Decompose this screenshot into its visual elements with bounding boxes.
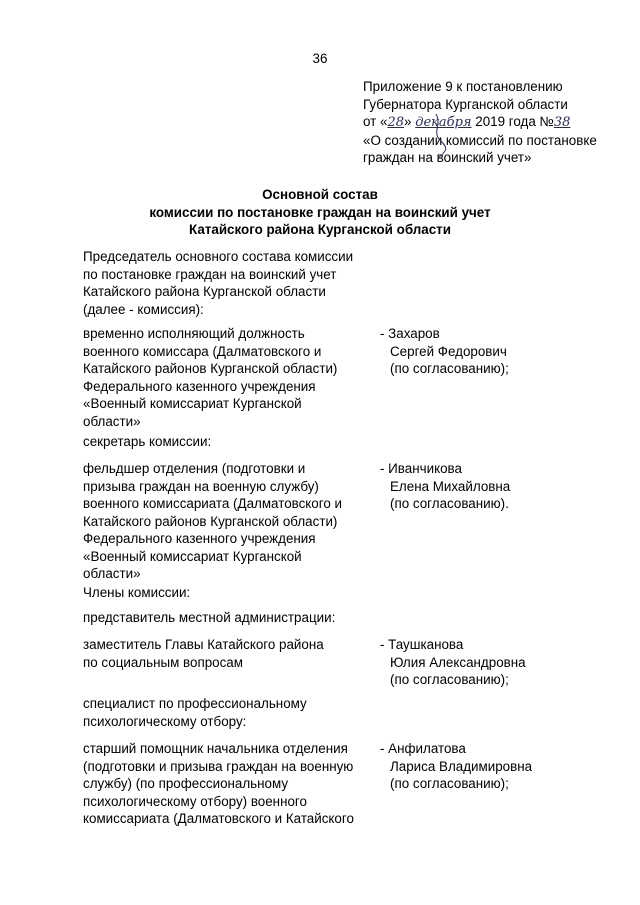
secretary-position <box>83 460 373 583</box>
text-line: призыва граждан на военную службу) <box>83 478 319 494</box>
text-line: Федерального казенного учреждения <box>83 531 316 546</box>
person-name: Елена Михайловна <box>390 478 511 494</box>
person-name: Лариса Владимировна <box>390 758 533 774</box>
appendix-date-mid: » <box>404 114 412 129</box>
psych-heading <box>83 695 373 730</box>
text-line: специалист по профессиональному <box>83 696 307 711</box>
text-line: Катайского районов Курганской области) <box>83 513 338 529</box>
chair-heading <box>83 248 373 318</box>
appendix-line-4: «О создании комиссий по постановке <box>363 132 597 148</box>
appendix-line-5: граждан на воинский учет» <box>363 150 532 165</box>
text-line: (далее - комиссия): <box>83 301 204 317</box>
text-line: Федерального казенного учреждения <box>83 378 316 394</box>
person-note: (по согласованию); <box>390 361 509 376</box>
page-number: 36 <box>312 51 328 66</box>
text-line: области» <box>83 413 141 429</box>
title-line-3: Катайского района Курганской области <box>189 222 451 237</box>
signature-scribble <box>428 110 458 160</box>
person-name: Сергей Федорович <box>390 343 507 359</box>
handwritten-number: 38 <box>553 115 571 130</box>
person-note: (по согласованию); <box>390 776 509 791</box>
text-line: Катайского района Курганской области <box>83 284 326 299</box>
handwritten-month: декабря <box>415 115 472 130</box>
appendix-line-2: Губернатора Курганской области <box>363 96 568 112</box>
local-admin-heading: представитель местной администрации: <box>83 610 336 625</box>
text-line: «Военный комиссариат Курганской <box>83 548 302 564</box>
text-line: службу) (по профессиональному <box>83 776 289 791</box>
secretary-person <box>380 460 620 513</box>
text-line: психологическому отбору) военного <box>83 793 307 809</box>
person-surname: - Таушканова <box>380 637 464 652</box>
text-line: комиссариата (Далматовского и Катайского <box>83 811 354 826</box>
text-line: временно исполняющий должность <box>83 326 305 341</box>
appendix-line-1: Приложение 9 к постановлению <box>363 79 563 94</box>
text-line: военного комиссара (Далматовского и <box>83 343 322 359</box>
document-title <box>0 186 640 239</box>
person-name: Юлия Александровна <box>390 654 526 670</box>
text-line: фельдшер отделения (подготовки и <box>83 461 306 476</box>
text-line: военного комиссариата (Далматовского и <box>83 496 342 511</box>
text-line: Катайского районов Курганской области) <box>83 361 338 376</box>
appendix-date-prefix: от « <box>363 114 388 129</box>
text-line: Председатель основного состава комиссии <box>83 249 354 264</box>
person-note: (по согласованию). <box>390 496 509 511</box>
psych-position <box>83 740 373 828</box>
members-heading: Члены комиссии: <box>83 585 191 600</box>
local-admin-person <box>380 636 620 689</box>
appendix-line-3 <box>363 113 623 132</box>
person-surname: - Захаров <box>380 326 440 341</box>
handwritten-day: 28 <box>387 115 405 130</box>
text-line: по постановке граждан на воинский учет <box>83 266 337 282</box>
psych-person <box>380 740 620 793</box>
text-line: заместитель Главы Катайского района <box>83 637 324 652</box>
person-surname: - Иванчикова <box>380 461 462 476</box>
chair-position <box>83 325 373 430</box>
text-line: психологическому отбору: <box>83 713 247 729</box>
person-note: (по согласованию); <box>390 672 509 687</box>
secretary-heading: секретарь комиссии: <box>83 434 212 449</box>
text-line: области» <box>83 566 141 581</box>
chair-person <box>380 325 620 378</box>
local-admin-position <box>83 636 373 671</box>
text-line: (подготовки и призыва граждан на военную <box>83 758 354 774</box>
title-line-2: комиссии по постановке граждан на воинский учет <box>149 204 491 220</box>
person-surname: - Анфилатова <box>380 741 466 756</box>
appendix-year: 2019 года № <box>475 114 554 129</box>
text-line: старший помощник начальника отделения <box>83 741 348 756</box>
appendix-header <box>363 78 623 167</box>
text-line: по социальным вопросам <box>83 654 243 670</box>
text-line: «Военный комиссариат Курганской <box>83 396 302 411</box>
title-line-1: Основной состав <box>262 187 378 202</box>
